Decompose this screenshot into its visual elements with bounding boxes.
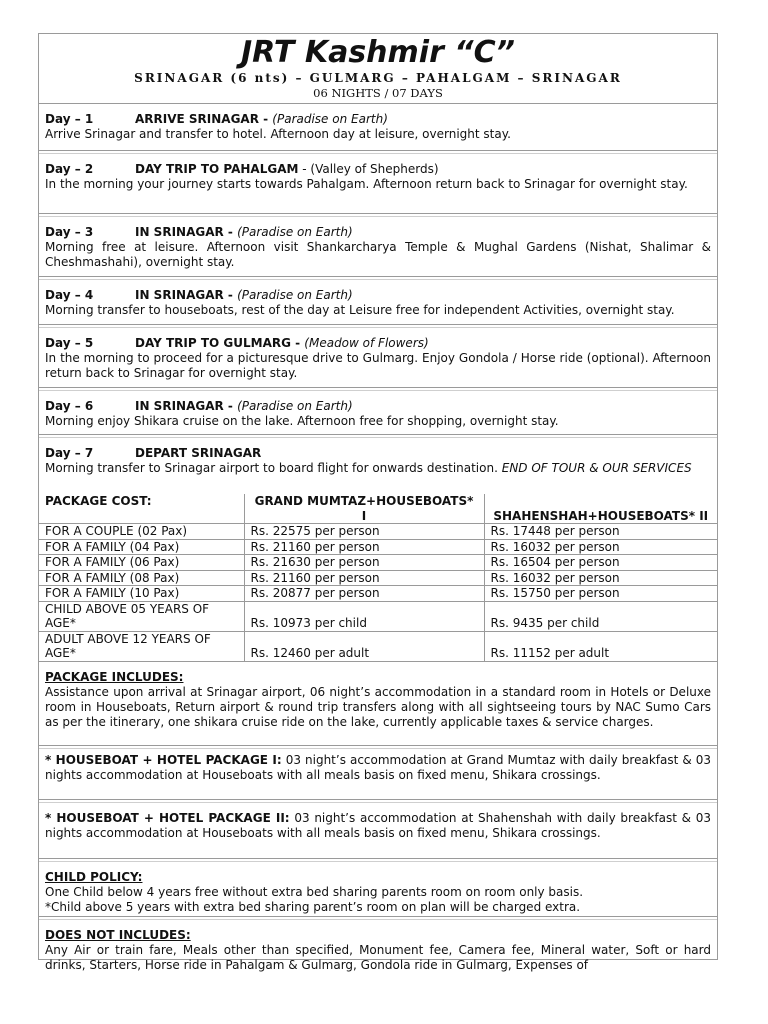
- child-policy-section: [39, 861, 717, 917]
- section-text: [45, 811, 711, 841]
- column-header: GRAND MUMTAZ+HOUSEBOATS* I: [244, 494, 484, 524]
- day-note: (Paradise on Earth): [237, 288, 353, 302]
- table-cell: Rs. 11152 per adult: [484, 631, 717, 661]
- route-subtitle: SRINAGAR (6 nts) – GULMARG – PAHALGAM – SRINAGAR: [134, 71, 622, 85]
- section-text: Assistance upon arrival at Srinagar airport, 06 night’s accommodation in a standard room in Hotels or Deluxe room in Houseboats, Return airport & round trip transfers along with all sightseeing tours by NAC Sumo Cars as per the itinerary, one shikara cruise ride on the lake, currently applicable taxes & service charges.: [45, 684, 711, 729]
- table-cell: Rs. 16032 per person: [484, 539, 717, 555]
- section-text: [45, 753, 711, 783]
- day-text: Morning free at leisure. Afternoon visit Shankarcharya Temple & Mughal Gardens (Nishat, Shalimar & Cheshmashahi), overnight stay.: [45, 240, 711, 269]
- day-text: [45, 461, 711, 476]
- table-row: [39, 524, 717, 540]
- day-3-section: [39, 216, 717, 277]
- policy-line: *Child above 5 years with extra bed sharing parent’s room on plan will be charged extra.: [45, 899, 581, 914]
- day-note: - (Valley of Shepherds): [298, 162, 439, 176]
- table-cell: FOR A COUPLE (02 Pax): [39, 524, 244, 540]
- itinerary-document: [38, 33, 718, 972]
- package-text: 03 night’s accommodation at Shahenshah with daily breakfast & 03 nights accommodation at Houseboats with all meals basis on fixed menu, Shikara crossings.: [45, 810, 711, 840]
- policy-line: One Child below 4 years free without extra bed sharing parents room on room only basis.: [45, 884, 584, 899]
- package-cost-table: [39, 494, 717, 662]
- table-cell: Rs. 16032 per person: [484, 570, 717, 586]
- table-cell: Rs. 22575 per person: [244, 524, 484, 540]
- table-cell: ADULT ABOVE 12 YEARS OF AGE*: [39, 631, 244, 661]
- package-2-section: [39, 802, 717, 859]
- day-label: Day – 3: [45, 225, 94, 239]
- section-heading: CHILD POLICY:: [45, 869, 143, 884]
- day-6-section: [39, 390, 717, 435]
- column-header: SHAHENSHAH+HOUSEBOATS* II: [484, 494, 717, 524]
- table-cell: Rs. 10973 per child: [244, 601, 484, 631]
- document-header: [39, 34, 717, 104]
- table-cell: Rs. 21630 per person: [244, 555, 484, 571]
- day-title: DEPART SRINAGAR: [135, 446, 262, 460]
- page-title: JRT Kashmir “C”: [241, 35, 515, 70]
- day-title: ARRIVE SRINAGAR -: [135, 112, 273, 126]
- column-header: PACKAGE COST:: [39, 494, 244, 524]
- package-1-section: [39, 748, 717, 800]
- package-label: * HOUSEBOAT + HOTEL PACKAGE II:: [45, 810, 290, 825]
- table-cell: Rs. 17448 per person: [484, 524, 717, 540]
- day-label: Day – 6: [45, 399, 94, 413]
- day-label: Day – 2: [45, 162, 94, 176]
- day-5-section: [39, 327, 717, 388]
- day-note: (Meadow of Flowers): [304, 336, 429, 350]
- table-row: [39, 586, 717, 602]
- section-heading: DOES NOT INCLUDES:: [45, 927, 191, 942]
- table-cell: FOR A FAMILY (04 Pax): [39, 539, 244, 555]
- day-label: Day – 4: [45, 288, 94, 302]
- day-text: Morning enjoy Shikara cruise on the lake. Afternoon free for shopping, overnight stay.: [45, 414, 559, 428]
- day-label: Day – 5: [45, 336, 94, 350]
- day-text: Morning transfer to houseboats, rest of the day at Leisure free for independent Activities, overnight stay.: [45, 303, 675, 317]
- excludes-section: [39, 919, 717, 979]
- table-cell: FOR A FAMILY (08 Pax): [39, 570, 244, 586]
- table-cell: Rs. 15750 per person: [484, 586, 717, 602]
- table-cell: Rs. 16504 per person: [484, 555, 717, 571]
- table-row: [39, 601, 717, 631]
- duration-line: 06 NIGHTS / 07 DAYS: [313, 86, 443, 100]
- day-text-main: Morning transfer to Srinagar airport to board flight for onwards destination.: [45, 461, 502, 475]
- table-cell: CHILD ABOVE 05 YEARS OF AGE*: [39, 601, 244, 631]
- section-text: Any Air or train fare, Meals other than specified, Monument fee, Camera fee, Mineral water, Soft or hard drinks, Starters, Horse ride in Pahalgam & Gulmarg, Gondola ride in Gulmarg, Expenses of: [45, 942, 711, 972]
- table-cell: FOR A FAMILY (10 Pax): [39, 586, 244, 602]
- day-title: IN SRINAGAR -: [135, 288, 238, 302]
- day-note: (Paradise on Earth): [272, 112, 388, 126]
- section-heading: PACKAGE INCLUDES:: [45, 669, 184, 684]
- day-note: (Paradise on Earth): [237, 399, 353, 413]
- day-text: Arrive Srinagar and transfer to hotel. Afternoon day at leisure, overnight stay.: [45, 127, 511, 141]
- table-row: [39, 631, 717, 661]
- table-header-row: [39, 494, 717, 524]
- day-text: In the morning to proceed for a picturesque drive to Gulmarg. Enjoy Gondola / Horse ride (optional). Afternoon return back to Srinagar for overnight stay.: [45, 351, 711, 380]
- day-title: DAY TRIP TO PAHALGAM: [135, 162, 299, 176]
- day-2-section: [39, 153, 717, 214]
- day-title: DAY TRIP TO GULMARG -: [135, 336, 305, 350]
- day-note: (Paradise on Earth): [237, 225, 353, 239]
- day-label: Day – 1: [45, 112, 94, 126]
- table-row: [39, 570, 717, 586]
- day-title: IN SRINAGAR -: [135, 399, 238, 413]
- day-title: IN SRINAGAR -: [135, 225, 238, 239]
- table-row: [39, 539, 717, 555]
- package-label: * HOUSEBOAT + HOTEL PACKAGE I:: [45, 752, 282, 767]
- day-text: In the morning your journey starts towards Pahalgam. Afternoon return back to Srinagar for overnight stay.: [45, 177, 688, 191]
- day-7-section: [39, 437, 717, 494]
- table-cell: Rs. 21160 per person: [244, 539, 484, 555]
- table-cell: Rs. 21160 per person: [244, 570, 484, 586]
- day-1-section: [39, 104, 717, 151]
- package-text: 03 night’s accommodation at Grand Mumtaz with daily breakfast & 03 nights accommodation at Houseboats with all meals basis on fixed menu, Shikara crossings.: [45, 752, 712, 782]
- table-cell: Rs. 12460 per adult: [244, 631, 484, 661]
- end-of-tour-note: END OF TOUR & OUR SERVICES: [501, 461, 692, 475]
- table-row: [39, 555, 717, 571]
- package-includes-section: [39, 662, 717, 746]
- day-4-section: [39, 279, 717, 325]
- table-cell: Rs. 9435 per child: [484, 601, 717, 631]
- table-cell: FOR A FAMILY (06 Pax): [39, 555, 244, 571]
- table-cell: Rs. 20877 per person: [244, 586, 484, 602]
- day-label: Day – 7: [45, 446, 94, 460]
